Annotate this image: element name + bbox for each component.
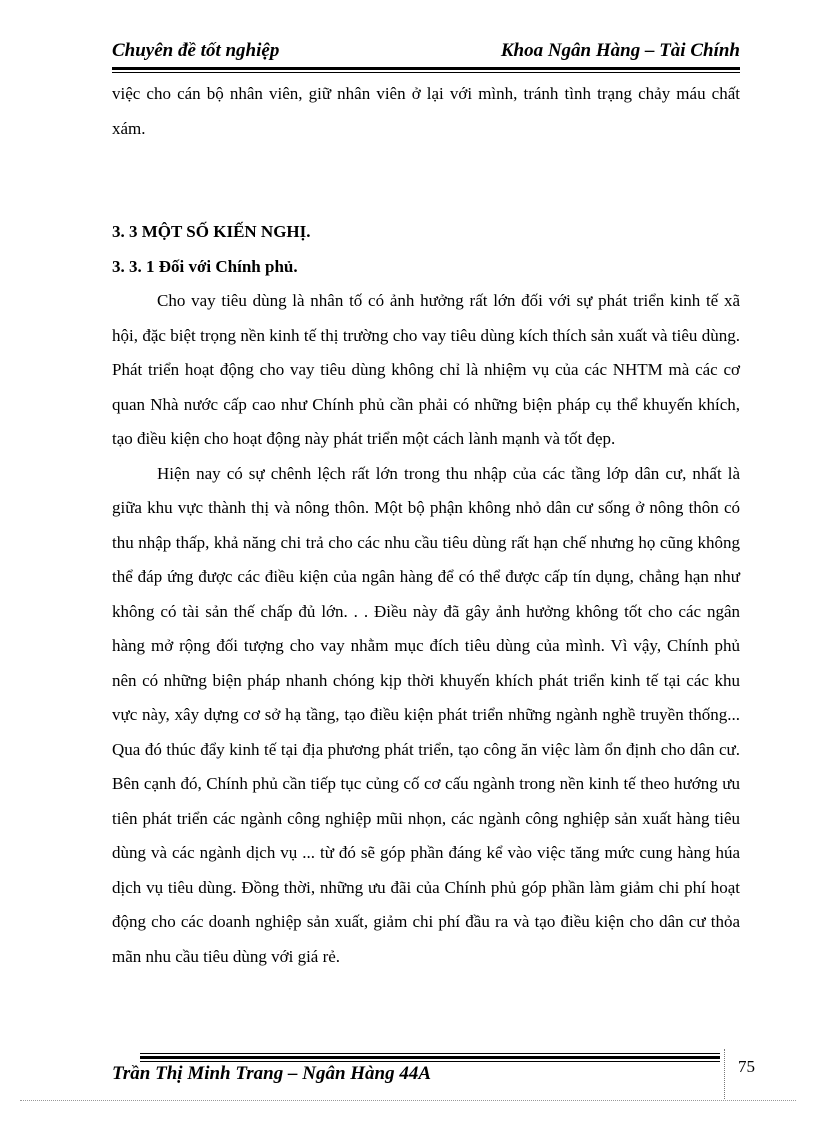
footer-author: Trần Thị Minh Trang – Ngân Hàng 44A [112, 1063, 432, 1084]
page-border-dotted [20, 1100, 796, 1101]
footer-rule-top [140, 1053, 720, 1054]
header-rule-thick [112, 67, 740, 70]
continuation-paragraph: việc cho cán bộ nhân viên, giữ nhân viên ở lại với mình, tránh tình trạng chảy máu chất xám. [112, 84, 740, 138]
paragraph-income-gap: Hiện nay có sự chênh lệch rất lớn trong thu nhập của các tầng lớp dân cư, nhất là giữa khu vực thành thị và nông thôn. Một bộ phận không nhỏ dân cư sống ở nông thôn có thu nhập thấp, khả năng chi trả cho các nhu cầu tiêu dùng rất hạn chế nhưng họ cũng không thể đáp ứng được các điều kiện của ngân hàng để có thể được cấp tín dụng, chẳng hạn như không có tài sản thế chấp đủ lớn. . . Điều này đã gây ảnh hưởng không tốt cho các ngân hàng mở rộng đối tượng cho vay nhằm mục đích tiêu dùng của mình. Vì vậy, Chính phủ nên có những biện pháp nhanh chóng kịp thời khuyến khích phát triển kinh tế tại các khu vực này, xây dựng cơ sở hạ tầng, tạo điều kiện phát triển những ngành nghề truyền thống... Qua đó thúc đẩy kinh tế tại địa phương phát triển, tạo công ăn việc làm ổn định cho dân cư. Bên cạnh đó, Chính phủ cần tiếp tục củng cố cơ cấu ngành trong nền kinh tế theo hướng ưu tiên phát triển các ngành công nghiệp mũi nhọn, các ngành công nghiệp sản xuất hàng tiêu dùng và các ngành dịch vụ ... từ đó sẽ góp phần đáng kể vào việc tăng mức cung hàng húa dịch vụ tiêu dùng. Đồng thời, những ưu đãi của Chính phủ góp phần làm giảm chi phí hoạt động cho các doanh nghiệp sản xuất, giảm chi phí đầu ra và tạo điều kiện cho dân cư thỏa mãn nhu cầu tiêu dùng với giá rẻ. [112, 463, 740, 966]
header-rule-thin [112, 72, 740, 73]
paragraph-consumer-lending: Cho vay tiêu dùng là nhân tố có ảnh hưởng rất lớn đối với sự phát triển kinh tế xã hội, đặc biệt trọng nền kinh tế thị trường cho vay tiêu dùng kích thích sản xuất và tiêu dùng. Phát triển hoạt động cho vay tiêu dùng không chỉ là nhiệm vụ của các NHTM mà các cơ quan Nhà nước cấp cao như Chính phủ cần phải có những biện pháp cụ thể khuyến khích, tạo điều kiện cho hoạt động này phát triển một cách lành mạnh và tốt đẹp. [112, 291, 740, 448]
header-document-type: Chuyên đề tốt nghiệp [112, 40, 280, 61]
header-faculty: Khoa Ngân Hàng – Tài Chính [500, 40, 740, 61]
section-heading: 3. 3 MỘT SỐ KIẾN NGHỊ. [112, 222, 311, 241]
page-body [112, 77, 740, 974]
page-header [112, 40, 740, 70]
footer-rule-thick [140, 1056, 720, 1059]
footer-divider [724, 1049, 726, 1099]
section-spacer [112, 146, 740, 215]
page-number: 75 [738, 1057, 755, 1076]
footer-rule-bottom [140, 1061, 720, 1062]
subsection-heading: 3. 3. 1 Đối với Chính phủ. [112, 256, 298, 276]
